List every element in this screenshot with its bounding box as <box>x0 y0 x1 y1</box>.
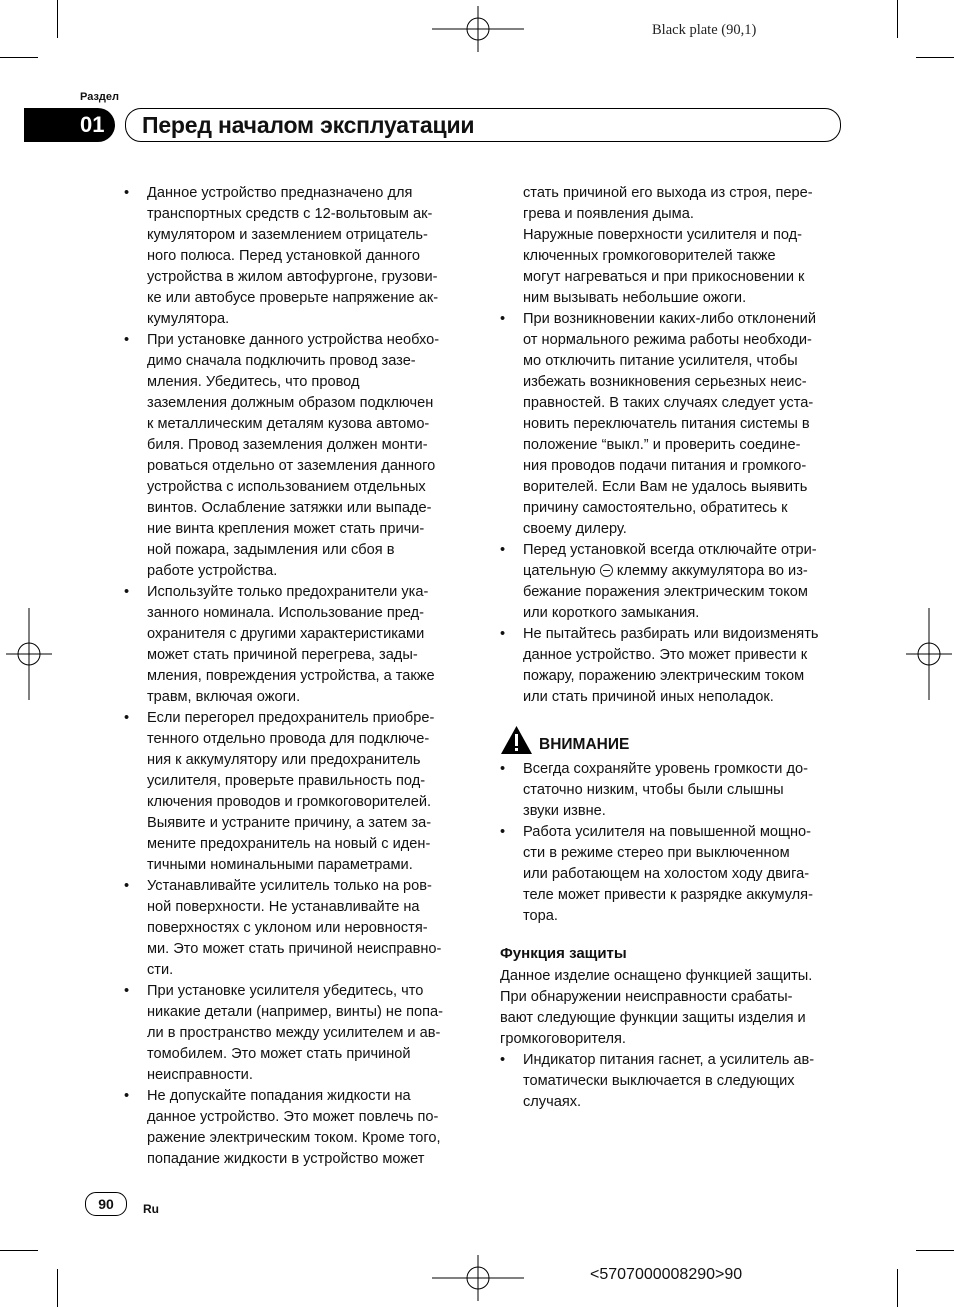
left-column <box>124 183 469 1170</box>
bullet-icon: • <box>124 1088 130 1104</box>
bullet-icon: • <box>124 983 130 999</box>
list-item <box>500 822 845 927</box>
right-column <box>500 183 845 1113</box>
list-item <box>124 981 469 1086</box>
list-item-text: Устанавливайте усилитель только на ров- ной поверхности. Не устанавливайте на поверхностях с уклоном или неровностя- ми. Это может стать причиной неисправно- сти. <box>147 878 442 978</box>
list-item <box>500 309 845 540</box>
crop-mark <box>57 0 58 38</box>
list-item <box>124 708 469 876</box>
list-item <box>500 540 845 624</box>
registration-mark-icon <box>432 6 524 52</box>
warning-triangle-icon <box>500 725 533 755</box>
list-item-text: Работа усилителя на повышенной мощно- сти в режиме стерео при выключенном или работающем на холостом ходу двига- теле может привести к разрядке аккумуля- тора. <box>523 824 813 924</box>
bullet-icon: • <box>500 626 506 642</box>
page-number: 90 <box>85 1192 127 1216</box>
list-item-text: Индикатор питания гаснет, а усилитель ав- томатически выключается в следующих случаях. <box>523 1052 815 1110</box>
list-item-text: Если перегорел предохранитель приобре- тенного отдельно провода для подключе- ния к аккумулятору или предохранитель усилителя, проверьте правильность под- ключения проводов и громкоговорителей. Выявите и устраните причину, а затем за- мените предохранитель на новый с иден- тичными номинальными параметрами. <box>147 710 435 873</box>
bullet-icon: • <box>124 185 130 201</box>
registration-mark-icon <box>6 608 52 700</box>
language-code: Ru <box>143 1202 159 1216</box>
plate-label: Black plate (90,1) <box>652 22 757 38</box>
list-item <box>124 1086 469 1170</box>
minus-terminal-icon <box>600 564 613 577</box>
list-item <box>500 1050 845 1113</box>
bullet-icon: • <box>500 542 506 558</box>
crop-mark <box>916 1250 954 1251</box>
list-item-text: При установке усилителя убедитесь, что никакие детали (например, винты) не попа- ли в пространство между усилителем и ав- томобилем. Это может стать причиной неисправности. <box>147 983 444 1083</box>
crop-mark <box>897 0 898 38</box>
crop-mark <box>57 1269 58 1307</box>
list-item <box>124 582 469 708</box>
bullet-list <box>500 309 845 708</box>
protection-heading: Функция защиты <box>500 945 627 962</box>
document-code: <5707000008290>90 <box>590 1266 743 1283</box>
list-item <box>500 624 845 708</box>
crop-mark <box>916 57 954 58</box>
page-title: Перед началом эксплуатации <box>142 112 475 138</box>
registration-mark-icon <box>432 1255 524 1301</box>
section-label: Раздел <box>80 91 119 103</box>
list-item <box>124 330 469 582</box>
list-item <box>124 183 469 330</box>
registration-mark-icon <box>906 608 952 700</box>
crop-mark <box>0 1250 38 1251</box>
list-item-text: Не пытайтесь разбирать или видоизменять данное устройство. Это может привести к пожару, поражению электрическим током или стать причиной иных неполадок. <box>523 626 819 705</box>
list-item-text: Используйте только предохранители ука- занного номинала. Использование пред- охранителя с другими характеристиками может стать причиной перегрева, зады- мления, повреждения устройства, а также травм, включая ожоги. <box>147 584 435 705</box>
bullet-icon: • <box>124 710 130 726</box>
bullet-icon: • <box>500 761 506 777</box>
list-item <box>500 759 845 822</box>
bullet-list <box>124 183 469 1170</box>
caution-label: ВНИМАНИЕ <box>539 736 630 753</box>
bullet-icon: • <box>124 332 130 348</box>
list-item-text: При установке данного устройства необхо- димо сначала подключить провод зазе- мления. Убедитесь, что провод заземления должным образом подключен к металлическим деталям кузова автомо- биля. Провод заземления должен монти- роваться отдельно от заземления данного устройства с использованием отдельных винтов. Ослабление затяжки или выпаде- ние винта крепления может стать причи- ной пожара, задымления или сбоя в работе устройства. <box>147 332 440 579</box>
bullet-icon: • <box>500 824 506 840</box>
list-item-text: Всегда сохраняйте уровень громкости до- статочно низким, чтобы были слышны звуки извне. <box>523 761 808 819</box>
section-number-badge: 01 <box>24 108 115 142</box>
list-item-text: Не допускайте попадания жидкости на данное устройство. Это может повлечь по- ражение электрическим током. Кроме того, попадание жидкости в устройство может <box>147 1088 441 1167</box>
protection-intro: Данное изделие оснащено функцией защиты. При обнаружении неисправности срабаты- вают следующие функции защиты изделия и громкоговорителя. <box>500 968 813 1047</box>
bullet-icon: • <box>500 1052 506 1068</box>
list-item <box>124 876 469 981</box>
list-item-text: Перед установкой всегда отключайте отри- цательную <box>523 542 817 579</box>
protection-list <box>500 1050 845 1113</box>
crop-mark <box>0 57 38 58</box>
bullet-icon: • <box>500 311 506 327</box>
caution-list <box>500 759 845 927</box>
crop-mark <box>897 1269 898 1307</box>
bullet-icon: • <box>124 584 130 600</box>
continuation-text: стать причиной его выхода из строя, пере- грева и появления дыма. Наружные поверхности усилителя и под- ключенных громкоговорителей также могут нагреваться и при прикосновении к ним вызывать небольшие ожоги. <box>523 185 813 306</box>
bullet-icon: • <box>124 878 130 894</box>
list-item-text: клемму аккумулятора во из- бежание поражения электрическим током или короткого замыкания. <box>523 563 808 621</box>
list-item-text: Данное устройство предназначено для транспортных средств с 12-вольтовым ак- кумулятором и заземлением отрицатель- ного полюса. Перед установкой данного устройства в жилом автофургоне, грузови- ке или автобусе проверьте напряжение ак- кумулятора. <box>147 185 439 327</box>
list-item-text: При возникновении каких-либо отклонений от нормального режима работы необходи- мо отключить питание усилителя, чтобы избежать возникновения серьезных неис- правностей. В таких случаях следует уста- новить переключатель питания системы в положение “выкл.” и проверить соедине- ния проводов подачи питания и громкого- ворителей. Если Вам не удалось выявить причину самостоятельно, обратитесь к своему дилеру. <box>523 311 817 537</box>
caution-heading <box>500 725 845 759</box>
